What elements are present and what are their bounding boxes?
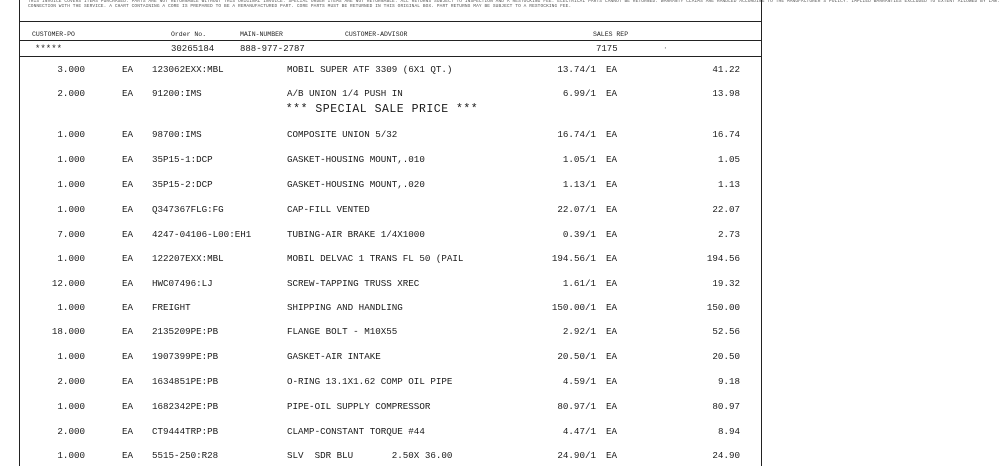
description: CLAMP-CONSTANT TORQUE #44 bbox=[287, 426, 425, 437]
line-item bbox=[0, 179, 798, 193]
qty: 1.000 bbox=[57, 302, 85, 313]
unit-price: 16.74/1 bbox=[557, 129, 596, 140]
part-number: 91200:IMS bbox=[152, 88, 202, 99]
description: TUBING-AIR BRAKE 1/4X1000 bbox=[287, 229, 425, 240]
amount: 8.94 bbox=[717, 426, 740, 437]
line-item bbox=[0, 426, 798, 440]
unit: EA bbox=[122, 129, 134, 140]
unit-price: 4.59/1 bbox=[562, 376, 596, 387]
unit: EA bbox=[122, 204, 134, 215]
part-number: 98700:IMS bbox=[152, 129, 202, 140]
line-item bbox=[0, 253, 798, 267]
price-unit: EA bbox=[606, 204, 618, 215]
line-item bbox=[0, 302, 798, 316]
description: MOBIL SUPER ATF 3309 (6X1 QT.) bbox=[287, 64, 453, 75]
description: GASKET-HOUSING MOUNT,.020 bbox=[287, 179, 425, 190]
part-number: 123062EXX:MBL bbox=[152, 64, 224, 75]
customer-po-label: CUSTOMER-PO bbox=[32, 31, 75, 38]
qty: 2.000 bbox=[57, 376, 85, 387]
description: SHIPPING AND HANDLING bbox=[287, 302, 403, 313]
unit: EA bbox=[122, 376, 134, 387]
unit-price: 150.00/1 bbox=[551, 302, 596, 313]
amount: 41.22 bbox=[712, 64, 740, 75]
description: MOBIL DELVAC 1 TRANS FL 50 (PAIL bbox=[287, 253, 464, 264]
line-item bbox=[0, 351, 798, 365]
part-number: 4247-04106-L00:EH1 bbox=[152, 229, 252, 240]
part-number: 1907399PE:PB bbox=[152, 351, 219, 362]
qty: 1.000 bbox=[57, 450, 85, 461]
unit: EA bbox=[122, 401, 134, 412]
order-no-label: Order No. bbox=[171, 31, 207, 38]
part-number: 122207EXX:MBL bbox=[152, 253, 224, 264]
line-item bbox=[0, 129, 798, 143]
price-unit: EA bbox=[606, 129, 618, 140]
line-item bbox=[0, 278, 798, 292]
description: GASKET-HOUSING MOUNT,.010 bbox=[287, 154, 425, 165]
unit-price: 194.56/1 bbox=[551, 253, 596, 264]
unit: EA bbox=[122, 351, 134, 362]
header-label-rule bbox=[19, 40, 761, 41]
price-unit: EA bbox=[606, 88, 618, 99]
part-number: 5515-250:R28 bbox=[152, 450, 219, 461]
part-number: 35P15-1:DCP bbox=[152, 154, 213, 165]
header-top-rule bbox=[19, 21, 761, 22]
unit-price: 1.61/1 bbox=[562, 278, 596, 289]
sales-rep-label: SALES REP bbox=[593, 31, 629, 38]
amount: 194.56 bbox=[706, 253, 740, 264]
amount: 22.07 bbox=[712, 204, 740, 215]
terms-notice-line-1: THIS INVOICE COVERS ITEMS PURCHASED. PARTS ARE NOT RETURNABLE WITHOUT THIS ORIGINAL INVOICE. SPECIAL ORDER ITEMS ARE NOT RETURNABLE. ALL RETURNS SUBJECT TO INSPECTION AND A RESTOCKING FEE. ELECTRICAL PARTS CANNOT BE RETURNED. WARRANTY CLAIMS ARE HANDLED ACCORDING TO THE MANUFACTURER'S POLICY. IMPLIED WARRANTIES EXCLUDED TO EXTENT ALLOWED BY LAW. bbox=[28, 0, 1000, 4]
unit-price: 1.05/1 bbox=[562, 154, 596, 165]
unit-price: 24.90/1 bbox=[557, 450, 596, 461]
line-item bbox=[0, 401, 798, 415]
unit: EA bbox=[122, 450, 134, 461]
description: FLANGE BOLT - M10X55 bbox=[287, 326, 398, 337]
amount: 150.00 bbox=[706, 302, 740, 313]
qty: 1.000 bbox=[57, 154, 85, 165]
price-unit: EA bbox=[606, 326, 618, 337]
unit-price: 4.47/1 bbox=[562, 426, 596, 437]
terms-notice-line-2: CONNECTION WITH THE SERVICE. A CHART CONTAINING A CORE IS PREPARED TO BE A REMANUFACTURED PART. CORE PARTS MUST BE RETURNED IN THIS ORIGINAL BOX. PART RETURNS MAY BE SUBJECT TO A RESTOCKING FEE. bbox=[28, 4, 572, 9]
unit-price: 1.13/1 bbox=[562, 179, 596, 190]
line-item bbox=[0, 64, 798, 78]
qty: 2.000 bbox=[57, 88, 85, 99]
amount: 19.32 bbox=[712, 278, 740, 289]
qty: 1.000 bbox=[57, 204, 85, 215]
order-no-value: 30265184 bbox=[171, 44, 215, 54]
scan-speck: · bbox=[663, 44, 668, 53]
amount: 24.90 bbox=[712, 450, 740, 461]
customer-po-value: ***** bbox=[35, 44, 63, 54]
main-number-label: MAIN-NUMBER bbox=[240, 31, 283, 38]
price-unit: EA bbox=[606, 253, 618, 264]
line-item bbox=[0, 450, 798, 464]
part-number: Q347367FLG:FG bbox=[152, 204, 224, 215]
unit-price: 6.99/1 bbox=[562, 88, 596, 99]
header-bottom-rule bbox=[19, 56, 761, 57]
price-unit: EA bbox=[606, 179, 618, 190]
part-number: 1682342PE:PB bbox=[152, 401, 219, 412]
main-number-value: 888-977-2787 bbox=[240, 44, 305, 54]
qty: 12.000 bbox=[51, 278, 85, 289]
unit-price: 22.07/1 bbox=[557, 204, 596, 215]
amount: 1.13 bbox=[717, 179, 740, 190]
unit: EA bbox=[122, 154, 134, 165]
unit-price: 0.39/1 bbox=[562, 229, 596, 240]
special-sale-banner: *** SPECIAL SALE PRICE *** bbox=[285, 103, 479, 116]
line-item bbox=[0, 154, 798, 168]
unit-price: 20.50/1 bbox=[557, 351, 596, 362]
amount: 2.73 bbox=[717, 229, 740, 240]
amount: 9.18 bbox=[717, 376, 740, 387]
unit-price: 2.92/1 bbox=[562, 326, 596, 337]
unit: EA bbox=[122, 326, 134, 337]
unit: EA bbox=[122, 64, 134, 75]
part-number: HWC07496:LJ bbox=[152, 278, 213, 289]
customer-advisor-label: CUSTOMER-ADVISOR bbox=[345, 31, 408, 38]
qty: 1.000 bbox=[57, 129, 85, 140]
unit-price: 13.74/1 bbox=[557, 64, 596, 75]
unit-price: 80.97/1 bbox=[557, 401, 596, 412]
qty: 1.000 bbox=[57, 179, 85, 190]
amount: 20.50 bbox=[712, 351, 740, 362]
sales-rep-value: 7175 bbox=[596, 44, 618, 54]
unit: EA bbox=[122, 302, 134, 313]
amount: 80.97 bbox=[712, 401, 740, 412]
part-number: 2135209PE:PB bbox=[152, 326, 219, 337]
part-number: 35P15-2:DCP bbox=[152, 179, 213, 190]
price-unit: EA bbox=[606, 229, 618, 240]
price-unit: EA bbox=[606, 64, 618, 75]
part-number: FREIGHT bbox=[152, 302, 191, 313]
qty: 1.000 bbox=[57, 253, 85, 264]
description: CAP-FILL VENTED bbox=[287, 204, 370, 215]
amount: 1.05 bbox=[717, 154, 740, 165]
description: PIPE-OIL SUPPLY COMPRESSOR bbox=[287, 401, 431, 412]
unit: EA bbox=[122, 88, 134, 99]
amount: 16.74 bbox=[712, 129, 740, 140]
qty: 18.000 bbox=[51, 326, 85, 337]
qty: 3.000 bbox=[57, 64, 85, 75]
amount: 52.56 bbox=[712, 326, 740, 337]
amount: 13.98 bbox=[712, 88, 740, 99]
qty: 2.000 bbox=[57, 426, 85, 437]
price-unit: EA bbox=[606, 154, 618, 165]
line-item bbox=[0, 204, 798, 218]
qty: 7.000 bbox=[57, 229, 85, 240]
description: SLV SDR BLU 2.50X 36.00 bbox=[287, 450, 453, 461]
description: O-RING 13.1X1.62 COMP OIL PIPE bbox=[287, 376, 453, 387]
line-item bbox=[0, 376, 798, 390]
unit: EA bbox=[122, 229, 134, 240]
unit: EA bbox=[122, 278, 134, 289]
part-number: 1634851PE:PB bbox=[152, 376, 219, 387]
unit: EA bbox=[122, 179, 134, 190]
qty: 1.000 bbox=[57, 351, 85, 362]
description: COMPOSITE UNION 5/32 bbox=[287, 129, 398, 140]
price-unit: EA bbox=[606, 278, 618, 289]
description: GASKET-AIR INTAKE bbox=[287, 351, 381, 362]
unit: EA bbox=[122, 253, 134, 264]
part-number: CT9444TRP:PB bbox=[152, 426, 219, 437]
price-unit: EA bbox=[606, 450, 618, 461]
price-unit: EA bbox=[606, 401, 618, 412]
description: A/B UNION 1/4 PUSH IN bbox=[287, 88, 403, 99]
price-unit: EA bbox=[606, 376, 618, 387]
line-item bbox=[0, 88, 798, 102]
unit: EA bbox=[122, 426, 134, 437]
price-unit: EA bbox=[606, 351, 618, 362]
price-unit: EA bbox=[606, 426, 618, 437]
line-item bbox=[0, 326, 798, 340]
qty: 1.000 bbox=[57, 401, 85, 412]
price-unit: EA bbox=[606, 302, 618, 313]
line-item bbox=[0, 229, 798, 243]
description: SCREW-TAPPING TRUSS XREC bbox=[287, 278, 420, 289]
